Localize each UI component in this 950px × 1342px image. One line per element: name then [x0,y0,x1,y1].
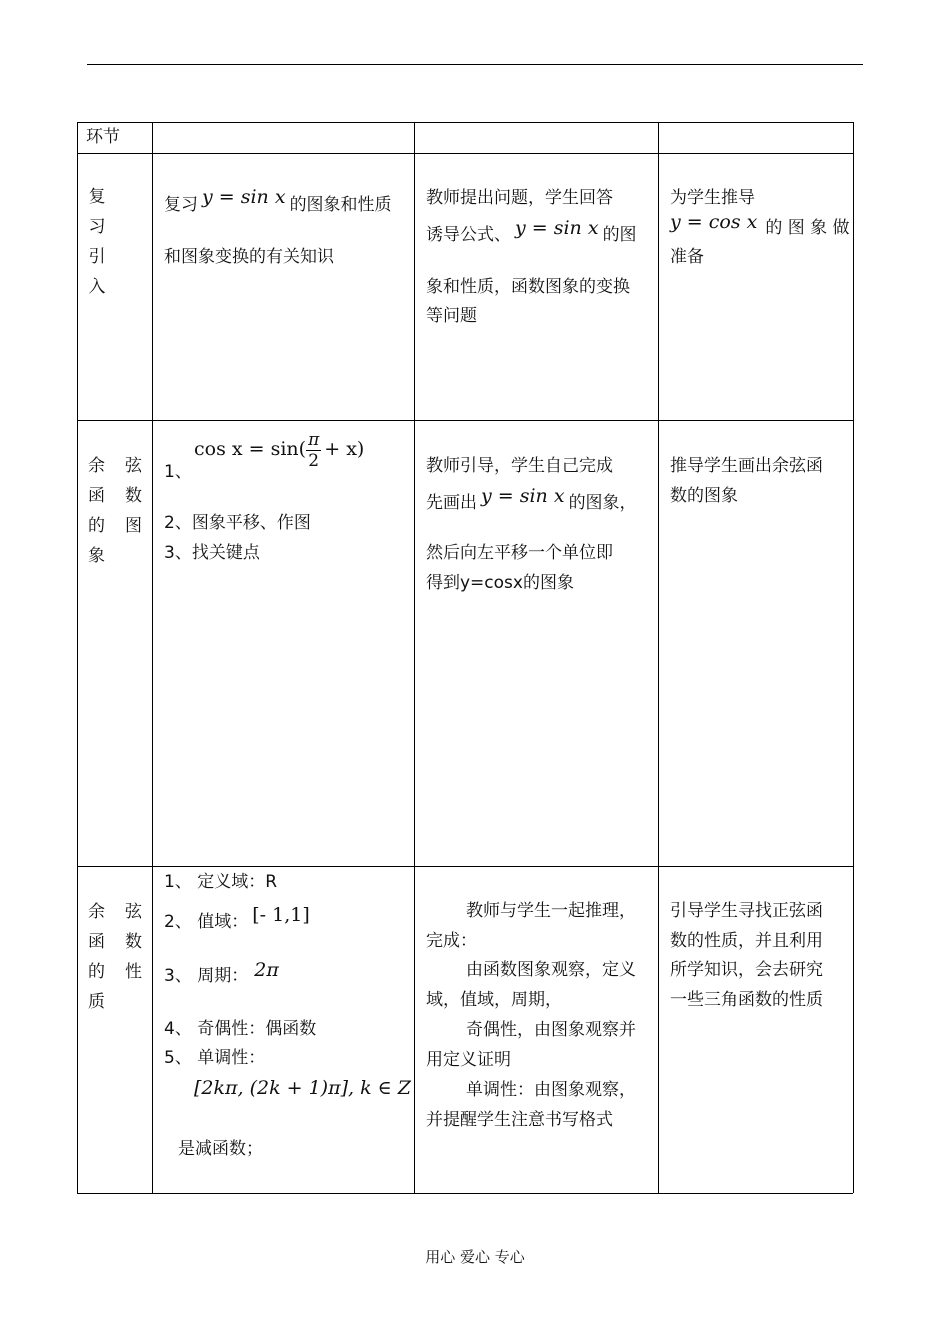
table-line [853,122,854,1193]
teacher-text-post: 的图象， [568,493,637,513]
intent-text-post: 的 图 象 做 [765,218,850,238]
header-rule [87,64,863,65]
formula-y-sin-x: y = sin x [515,217,599,239]
teacher-text: 由函数图象观察，定义 [466,960,636,980]
teacher-text: 等问题 [426,306,477,326]
intent-text: 所学知识，会去研究 [670,960,823,980]
stage-char: 余 [88,902,105,922]
review-post: 的图象和性质 [289,195,392,215]
intent-text: 准备 [670,247,704,267]
teacher-text-post: 的图 [602,225,637,245]
table-line [77,122,853,123]
stage-line [88,481,142,511]
stage-char: 函 [88,486,105,506]
list-item: 2、图象平移、作图 [164,513,311,533]
intent-text: 推导学生画出余弦函 [670,456,823,476]
stage-char: 复 [88,187,106,207]
formula-y-sin-x: y = sin x [202,186,286,208]
teacher-text: 奇偶性，由图象观察并 [466,1020,636,1040]
stage-char: 象 [88,546,105,566]
table-line [414,122,415,1193]
stage-char: 性 [125,962,142,982]
stage-char: 入 [88,277,106,297]
review-content-line1 [164,186,392,220]
intent-text [670,212,850,243]
property-range [164,906,310,937]
property-parity: 4、 奇偶性：偶函数 [164,1019,317,1039]
table-line [658,122,659,1193]
stage-char: 的 [88,962,105,982]
item-number: 1、 [164,462,192,482]
property-period [164,960,279,991]
intent-text: 数的性质，并且利用 [670,931,823,951]
stage-line [88,957,142,987]
teacher-text [426,219,637,250]
formula-cos-sin [194,428,364,471]
table-line [77,153,853,154]
period-value: 2π [254,959,279,981]
stage-line [88,511,142,541]
teacher-text-pre: 诱导公式、 [426,225,511,245]
stage-line [88,927,142,957]
formula-y-sin-x: y = sin x [481,485,565,507]
formula-left: cos x = sin( [194,438,307,460]
header-stage: 环节 [86,127,120,147]
stage-char: 习 [88,217,106,237]
teacher-text [426,487,637,518]
teacher-text: 然后向左平移一个单位即 [426,543,613,563]
stage-char: 数 [125,486,142,506]
formula-y-cos-x: y = cos x [670,211,758,233]
teacher-text: 象和性质，函数图象的变换 [426,277,630,297]
teacher-text: 完成： [426,931,477,951]
stage-char: 弦 [125,902,142,922]
decreasing-interval: [2kπ, (2k + 1)π], k ∈ Z [194,1077,411,1099]
intent-text: 为学生推导 [670,188,755,208]
stage-char: 余 [88,456,105,476]
decreasing-note: 是减函数； [178,1139,263,1159]
stage-line [88,897,142,927]
property-monotonicity: 5、 单调性： [164,1048,266,1068]
table-line [77,122,78,1193]
formula-right: + x) [324,438,365,460]
table-line [77,420,853,421]
property-label: 2、 值域： [164,912,249,932]
stage-char: 弦 [125,456,142,476]
range-value: [- 1,1] [252,904,310,926]
stage-line [88,451,142,481]
stage-char: 引 [88,247,106,267]
intent-text: 数的图象 [670,486,738,506]
stage-char: 函 [88,932,105,952]
property-label: 3、 周期： [164,966,249,986]
table-line [152,122,153,1193]
property-domain: 1、 定义域：R [164,872,278,892]
teacher-text: 教师提出问题，学生回答 [426,188,613,208]
stage-char: 质 [88,992,105,1012]
list-item: 3、找关键点 [164,543,260,563]
stage-char: 的 [88,516,105,536]
stage-char: 数 [125,932,142,952]
intent-text: 引导学生寻找正弦函 [670,901,823,921]
stage-char: 图 [125,516,142,536]
teacher-text: 域，值域，周期， [426,990,562,1010]
teacher-text: 并提醒学生注意书写格式 [426,1110,613,1130]
teacher-text: 得到y=cosx的图象 [426,573,574,593]
frac-numerator: π [308,429,320,450]
teacher-text: 教师与学生一起推理， [466,901,636,921]
teacher-text: 用定义证明 [426,1050,511,1070]
teacher-text: 教师引导，学生自己完成 [426,456,613,476]
review-pre: 复习 [164,195,198,215]
page-footer: 用心 爱心 专心 [425,1248,525,1266]
teacher-text: 单调性：由图象观察， [466,1080,636,1100]
intent-text: 一些三角函数的性质 [670,990,823,1010]
table-line [77,1193,853,1194]
pi-over-2-fraction [306,430,321,471]
review-content-line2: 和图象变换的有关知识 [164,247,334,267]
teacher-text-pre: 先画出 [426,493,477,513]
frac-denominator: 2 [308,450,320,471]
